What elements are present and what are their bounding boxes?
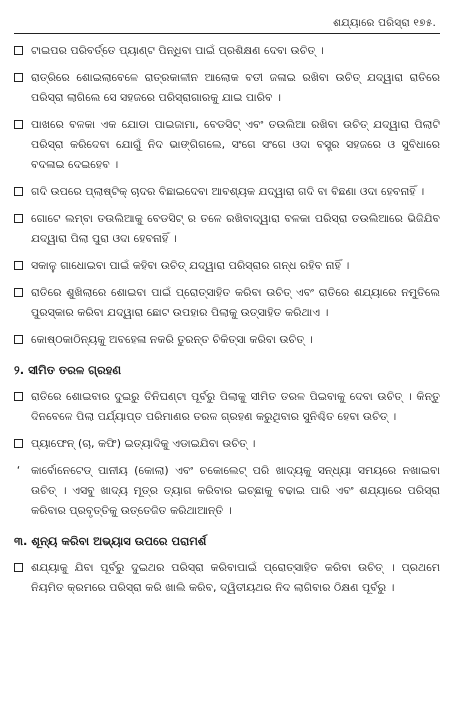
list-item-text: ପାଖରେ ବଳକା ଏକ ଯୋଡା ପାଇଜାମା, ବେଡସିଟ୍ ଏବଂ ତଉଲିଆ ରଖିବା ଉଚିତ୍ ଯଦ୍ୱାରା ପିଲାଟି ପରିସ୍ରା କରିଦେବା ଯୋଗୁଁ ନିଦ ଭାଙ୍ଗିଗଲେ, ସଂଗେ ସଂଗେ ଓଦା ବସ୍ତ୍ର ସହଜରେ ଓ ସୁବିଧାରେ ବଦଳାଇ ଦେଇହେବ ।	[31, 118, 440, 171]
list-item-text: କାର୍ବୋନେଟେଡ୍ ପାନୀୟ (କୋଲା) ଏବଂ ଚକୋଲେଟ୍ ପରି ଖାଦ୍ୟକୁ ସନ୍ଧ୍ୟା ସମୟରେ ନଖାଇବା ଉଚିତ୍ । ଏସବୁ ଖାଦ୍ୟ ମୂତ୍ର ତ୍ୟାଗ କରିବାର ଇଚ୍ଛାକୁ ବଢାଇ ପାରି ଏବଂ ଶଯ୍ୟାରେ ପରିସ୍ରା କରିବାର ପ୍ରବୃତ୍ତିକୁ ଉତ୍ତେଜିତ କରିଥାଆନ୍ତି ।	[31, 464, 440, 517]
list-item-text: ଗୋଟେ ଲମ୍ବା ତଉଲିଆକୁ ବେଡସିଟ୍ ର ତଳେ ରଖିବାଦ୍ୱାରା ବଳକା ପରିସ୍ରା ତଉଲିଆରେ ଭିଜିଯିବ ଯଦ୍ୱାରା ପିଲା ପୁରା ଓଦା ହେବନାହିଁ ।	[31, 212, 440, 245]
list-item	[14, 558, 440, 598]
checkbox-bullet-icon	[14, 335, 23, 344]
checkbox-bullet-icon	[14, 120, 23, 129]
list-item-text: ଟାଇପର ପରିବର୍ତ୍ତେ ପ୍ୟାଣ୍ଟ ପିନ୍ଧିବା ପାଇଁ ପ୍ରଶିକ୍ଷଣ ଦେବା ଉଚିତ୍ ।	[31, 44, 324, 57]
checkbox-bullet-icon	[14, 187, 23, 196]
running-head: ଶଯ୍ୟାରେ ପରିସ୍ରା ୧୭୫.	[333, 17, 436, 29]
list-item-text: ରାତିରେ ଶୁଖିଲାରେ ଶୋଇବା ପାଇଁ ପ୍ରୋତ୍ସାହିତ କରିବା ଉଚିତ୍ ଏବଂ ରାତିରେ ଶଯ୍ୟାରେ ନମୁତିଲେ ପୁରସ୍କାର କରିବା ଯଦ୍ୱାରା ଛୋଟ ଉପହାର ପିଲାକୁ ଉତ୍ସାହିତ କରିଥାଏ ।	[31, 286, 440, 319]
checkbox-bullet-icon	[14, 261, 23, 270]
tick-bullet-icon: ‘	[16, 464, 21, 477]
checkbox-bullet-icon	[14, 73, 23, 82]
list-item	[14, 461, 440, 521]
list-item	[14, 115, 440, 175]
checkbox-bullet-icon	[14, 563, 23, 572]
checkbox-bullet-icon	[14, 288, 23, 297]
list-item	[14, 68, 440, 108]
list-item	[14, 41, 440, 61]
list-item	[14, 434, 440, 454]
list-item-text: ଶଯ୍ୟାକୁ ଯିବା ପୂର୍ବରୁ ଦୁଇଥର ପରିସ୍ରା କରିବାପାଇଁ ପ୍ରୋତ୍ସାହିତ କରିବା ଉଚିତ୍ । ପ୍ରଥମେ ନିୟମିତ କ୍ରମରେ ପରିସ୍ରା କରି ଖାଲି କରିବ, ଦ୍ୱିତୀୟଥର ନିଦ ଲାଗିବାର ଠିକ୍ଷଣ ପୂର୍ବରୁ ।	[31, 561, 440, 594]
section-heading: ୩. ଶୂନ୍ୟ କରିବା ଅଭ୍ୟାସ ଉପରେ ପରାମର୍ଶ	[14, 534, 207, 548]
section-heading: ୨. ସୀମିତ ତରଳ ଗ୍ରହଣ	[14, 363, 122, 377]
list-item	[14, 283, 440, 323]
header-rule	[14, 33, 440, 34]
checkbox-bullet-icon	[14, 46, 23, 55]
list-item-text: ରାତ୍ରିରେ ଶୋଇଲାବେଳେ ରାତ୍ରକାଳୀନ ଆଲୋକ ବତୀ ଜଳାଇ ରଖିବା ଉଚିତ୍ ଯଦ୍ୱାରା ରାତିରେ ପରିସ୍ରା ଲାଗିଲେ ସେ ସହଜରେ ପରିସ୍ରାଗାରକୁ ଯାଇ ପାରିବ ।	[31, 71, 440, 104]
checkbox-bullet-icon	[14, 392, 23, 401]
list-item	[14, 256, 440, 276]
checkbox-bullet-icon	[14, 439, 23, 448]
list-item	[14, 387, 440, 427]
list-item	[14, 182, 440, 202]
list-item-text: ରାତିରେ ଶୋଇବାର ଦୁଇରୁ ତିନିଘଣ୍ଟା ପୂର୍ବରୁ ପିଲାକୁ ସୀମିତ ତରଳ ପିଇବାକୁ ଦେବା ଉଚିତ୍ । କିନ୍ତୁ ଦିନବେଳେ ପିଲା ପର୍ଯ୍ୟାପ୍ତ ପରିମାଣର ତରଳ ଗ୍ରହଣ କରୁଥିବାର ସୁନିଶ୍ଚିତ ହେବା ଉଚିତ୍ ।	[31, 390, 440, 423]
list-item-text: ପ୍ୟାଫେନ୍ (ଚା, କଫି) ଇତ୍ୟାଦିକୁ ଏଡାଇଯିବା ଉଚିତ୍ ।	[31, 437, 256, 450]
list-item	[14, 209, 440, 249]
list-item-text: କୋଷ୍ଠକାଠିନ୍ୟକୁ ଅବହେଳା ନକରି ତୁରନ୍ତ ଚିକିତ୍ସା କରିବା ଉଚିତ୍ ।	[31, 333, 313, 346]
list-item-text: ସକାଳୁ ଗାଧୋଇବା ପାଇଁ କହିବା ଉଚିତ୍ ଯଦ୍ୱାରା ପରିସ୍ରାର ଗନ୍ଧ ରହିବ ନାହିଁ ।	[31, 259, 350, 272]
list-item-text: ଗଦି ଉପରେ ପ୍ଲାଷ୍ଟିକ୍ ଚାଦର ବିଛାଇଦେବା ଆବଶ୍ୟକ ଯଦ୍ୱାରା ଗଦି ବା ବିଛଣା ଓଦା ହେବନାହିଁ ।	[31, 185, 425, 198]
page-header	[14, 0, 440, 30]
checkbox-bullet-icon	[14, 214, 23, 223]
list-item	[14, 330, 440, 350]
